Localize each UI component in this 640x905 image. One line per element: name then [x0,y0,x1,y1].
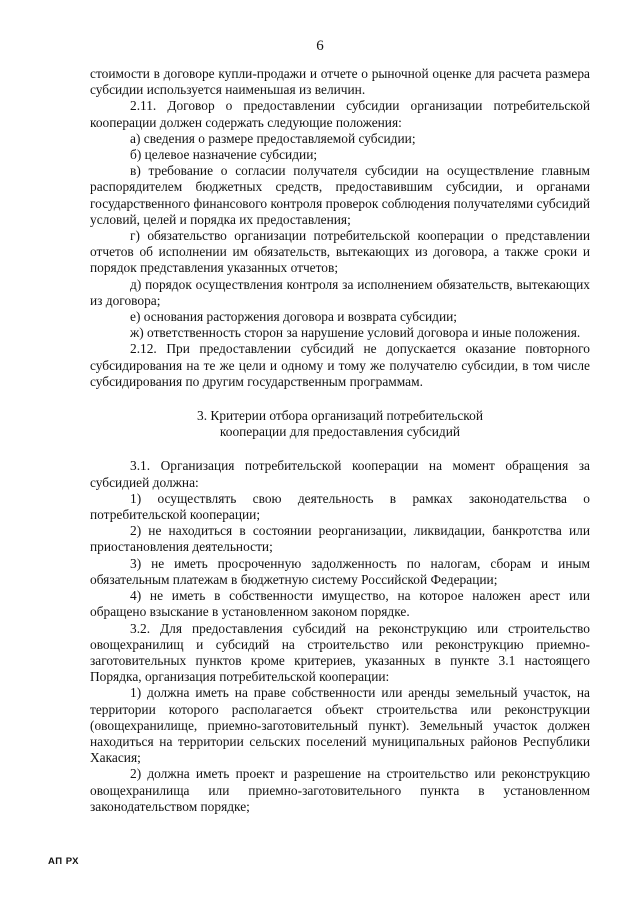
clause-2-11-a: а) сведения о размере предоставляемой субсидии; [130,130,416,146]
clause-3-2-item-2: 2) должна иметь проект и разрешение на строительство или реконструкцию овощехранилища или приемно-заготовительного пункта в установленном законодательством порядке; [90,766,590,814]
clause-3-1: 3.1. Организация потребительской кооперации на момент обращения за субсидией должна: [90,458,590,490]
section-3-title-line-1: 3. Критерии отбора организаций потребительской [197,408,483,424]
clause-2-11: 2.11. Договор о предоставлении субсидии организации потребительской кооперации должен содержать следующие положения: [90,98,590,130]
clause-2-12: 2.12. При предоставлении субсидий не допускается оказание повторного субсидирования на те же цели и одному и тому же получателю субсидии, в том числе субсидирования по другим государственным программам. [90,341,590,389]
paragraph-continuation: стоимости в договоре купли-продажи и отчете о рыночной оценке для расчета размера субсидии используется наименьшая из величин. [90,66,590,98]
clause-3-1-item-1: 1) осуществлять свою деятельность в рамках законодательства о потребительской кооперации; [90,490,590,523]
clause-3-1-item-2: 2) не находиться в состоянии реорганизации, ликвидации, банкротства или приостановления деятельности; [90,523,590,555]
clause-3-1-item-3: 3) не иметь просроченную задолженность по налогам, сборам и иным обязательным платежам в бюджетную систему Российской Федерации; [90,555,590,587]
clause-2-11-g: г) обязательство организации потребительской кооперации о представлении отчетов об исполнении им обязательств, вытекающих из договора, а также сроки и порядок представления указанных отчетов; [90,228,590,276]
page-number: 6 [316,38,324,54]
clause-2-11-b: б) целевое назначение субсидии; [130,147,318,163]
clause-3-1-item-4: 4) не иметь в собственности имущество, на которое наложен арест или обращено взыскание в установленном законом порядке. [90,588,590,620]
section-3-title-line-2: кооперации для предоставления субсидий [219,424,461,440]
clause-2-11-zh: ж) ответственность сторон за нарушение условий договора и иные положения. [130,325,581,341]
footer-mark: АП РХ [48,856,80,867]
clause-2-11-d: д) порядок осуществления контроля за исполнением обязательств, вытекающих из договора; [90,276,590,308]
clause-2-11-e: е) основания расторжения договора и возврата субсидии; [130,309,458,325]
clause-2-11-v: в) требование о согласии получателя субсидии на осуществление главным распорядителем бюджетных средств, предоставившим субсидии, и органами государственного финансового контроля проверок соблюдения получателями субсидий условий, целей и порядка их предоставления; [90,163,590,227]
section-3-title [90,408,590,440]
document-body [90,66,590,815]
clause-3-2: 3.2. Для предоставления субсидий на реконструкцию или строительство овощехранилищ и субсидий на строительство или реконструкцию приемно-заготовительных пунктов кроме критериев, указанных в пункте 3.1 настоящего Порядка, организация потребительской кооперации: [90,620,590,685]
clause-3-2-item-1: 1) должна иметь на праве собственности или аренды земельный участок, на территории которого располагается объект строительства или реконструкции (овощехранилище, приемно-заготовительный пункт). Земельный участок должен находиться на территории сельских поселений муниципальных районов Республики Хакасия; [90,685,590,766]
